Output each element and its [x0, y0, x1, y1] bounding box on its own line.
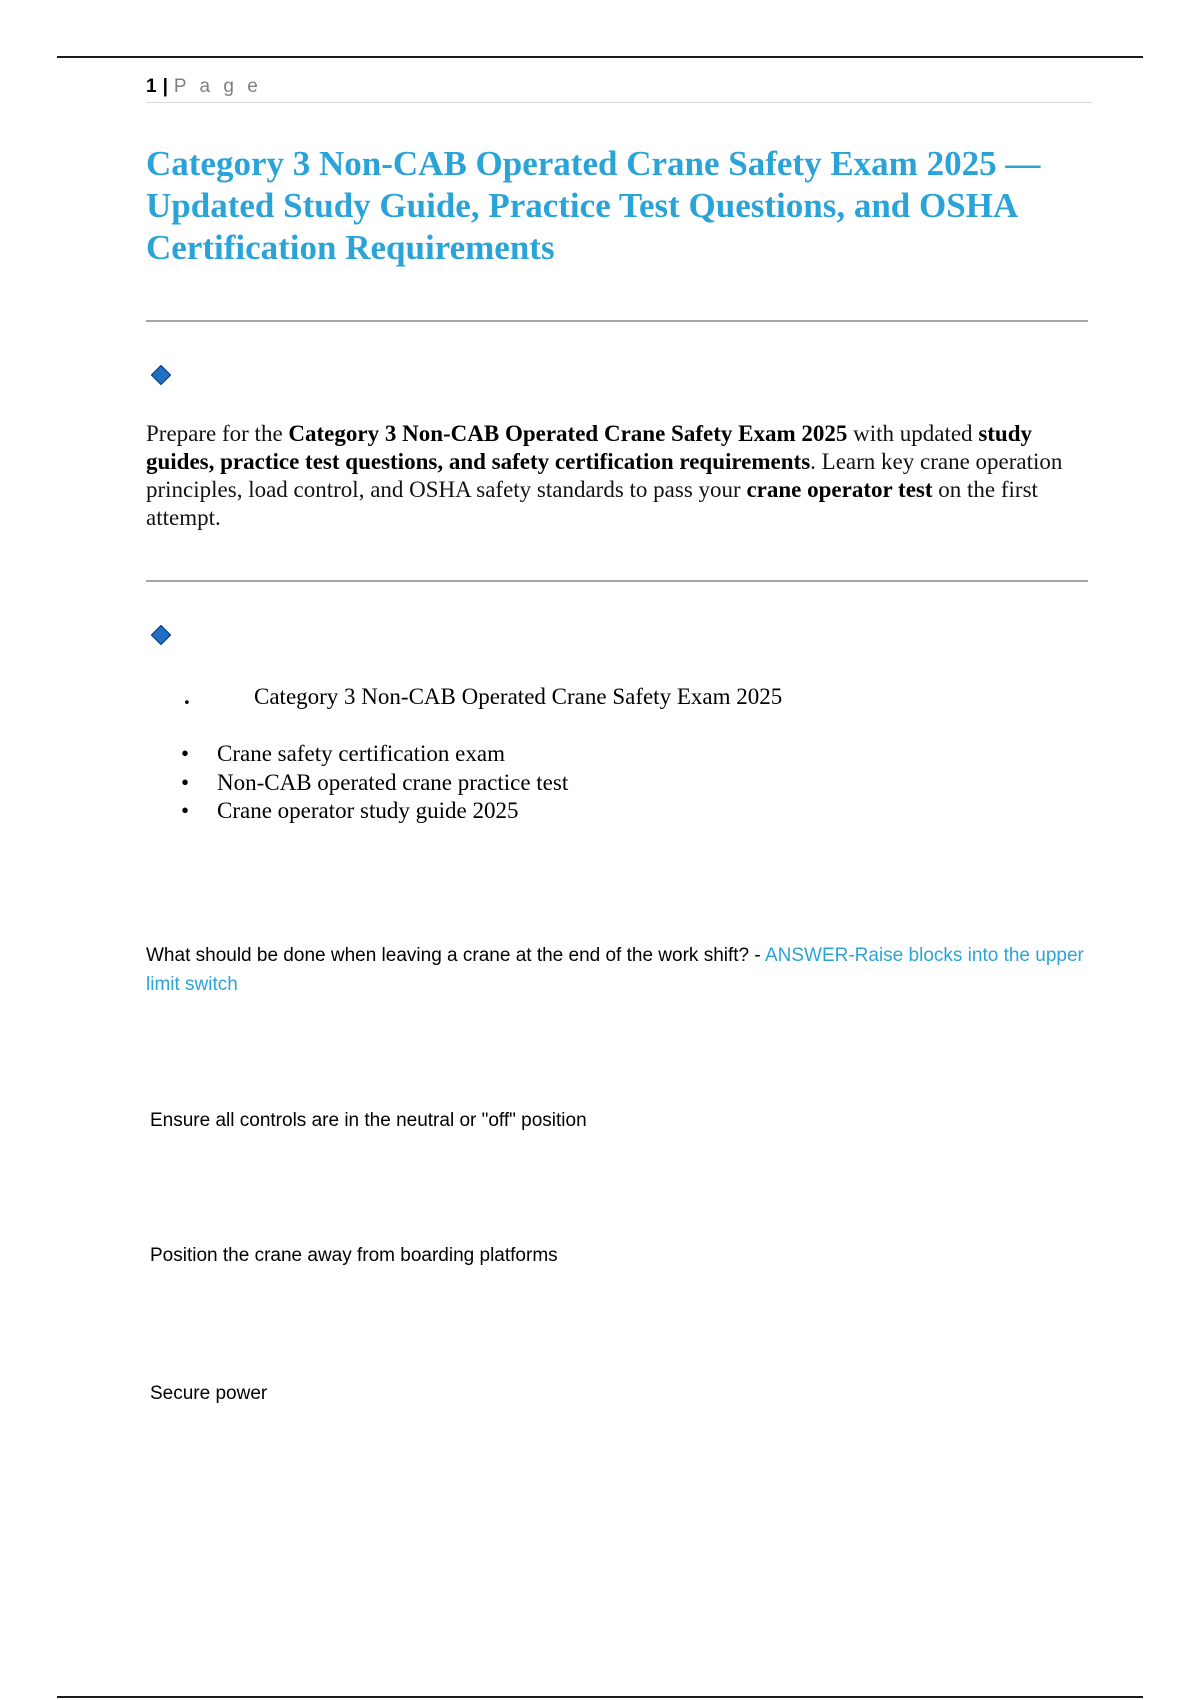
- keyword-list: [146, 740, 568, 826]
- answer-note: Position the crane away from boarding platforms: [150, 1245, 558, 1266]
- document-title: Category 3 Non-CAB Operated Crane Safety Exam 2025 — Updated Study Guide, Practice Test Questions, and OSHA Certification Requirements: [146, 144, 1041, 267]
- page-label: P a g e: [173, 76, 262, 97]
- keyword-lead: [184, 682, 782, 712]
- question-text: What should be done when leaving a crane at the end of the work shift? -: [146, 945, 765, 966]
- intro-paragraph: Prepare for the Category 3 Non-CAB Operated Crane Safety Exam 2025 with updated study guides, practice test questions, and safety certification requirements. Learn key crane operation principles, load control, and OSHA safety standards to pass your crane operator test on the first attempt.: [146, 421, 1063, 530]
- answer-note: Ensure all controls are in the neutral or "off" position: [150, 1110, 587, 1131]
- page-top-border: [57, 56, 1143, 58]
- section-divider: [146, 580, 1088, 582]
- keyword-lead-text: Category 3 Non-CAB Operated Crane Safety Exam 2025: [254, 684, 783, 709]
- keyword-item: • Crane operator study guide 2025: [146, 797, 568, 826]
- keyword-item: • Non-CAB operated crane practice test: [146, 769, 568, 798]
- page-number: 1: [146, 76, 157, 97]
- diamond-icon: [151, 365, 171, 385]
- diamond-icon: [151, 625, 171, 645]
- question-answer: [146, 941, 1092, 999]
- section-divider: [146, 320, 1088, 322]
- page-bottom-border: [57, 1696, 1143, 1698]
- answer-note: Secure power: [150, 1383, 268, 1404]
- answer-text: ANSWER-Raise blocks into the upper limit switch: [146, 945, 1084, 995]
- page-separator: |: [162, 76, 168, 97]
- keyword-item: • Crane safety certification exam: [146, 740, 568, 769]
- page-header: [146, 72, 1092, 103]
- lead-bullet: .: [184, 684, 190, 709]
